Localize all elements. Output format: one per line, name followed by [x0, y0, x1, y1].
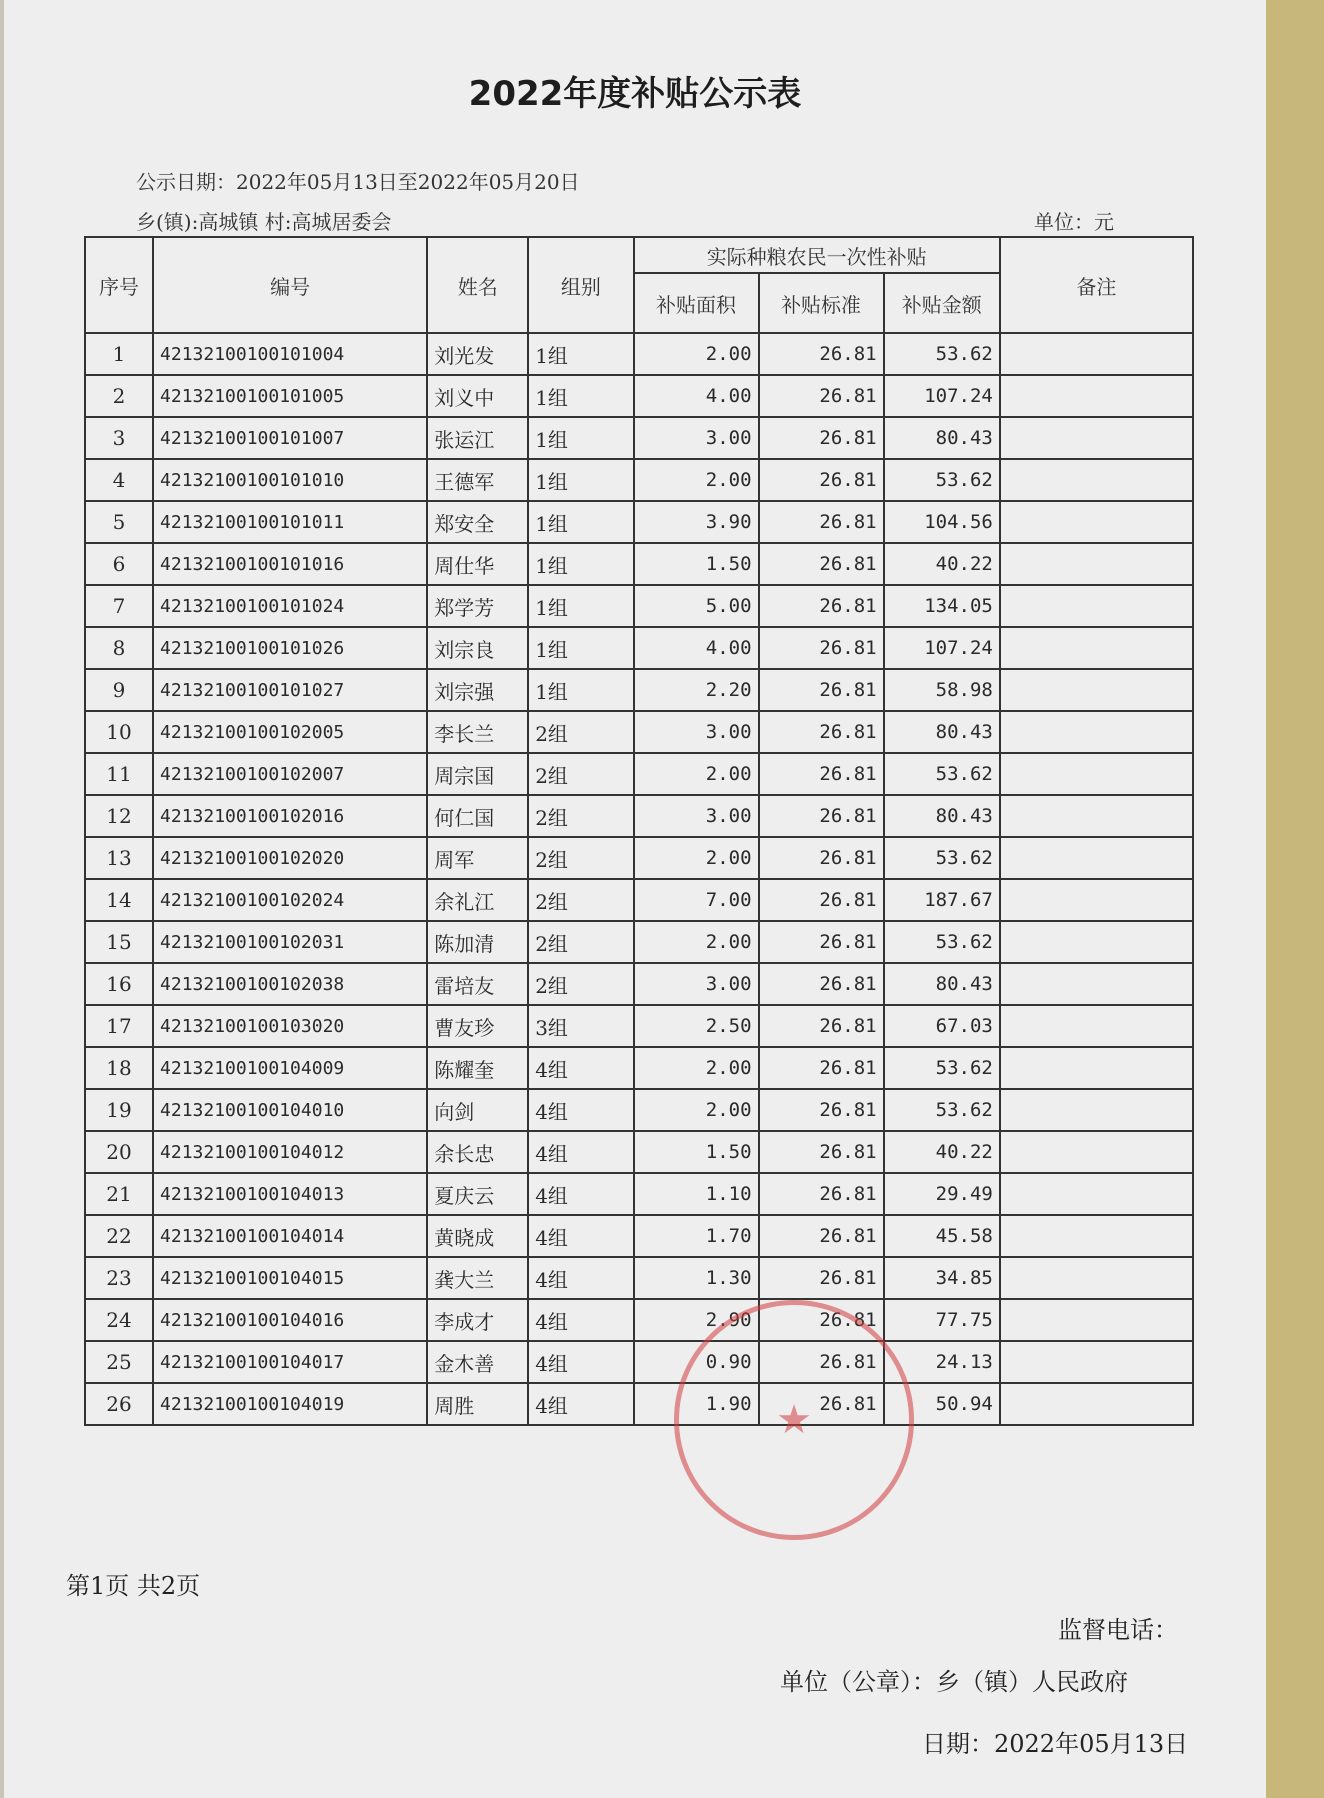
cell-group: 4组 [528, 1383, 633, 1425]
cell-code: 42132100100104014 [153, 1215, 427, 1257]
cell-remark [1000, 459, 1193, 501]
cell-standard: 26.81 [759, 417, 884, 459]
cell-code: 42132100100102005 [153, 711, 427, 753]
cell-group: 4组 [528, 1341, 633, 1383]
cell-remark [1000, 795, 1193, 837]
cell-remark [1000, 501, 1193, 543]
table-row [85, 1341, 1193, 1383]
cell-group: 1组 [528, 375, 633, 417]
cell-seq: 19 [85, 1089, 153, 1131]
cell-code: 42132100100102007 [153, 753, 427, 795]
cell-area: 4.00 [634, 375, 759, 417]
table-row [85, 1005, 1193, 1047]
header-code: 编号 [153, 237, 427, 333]
cell-standard: 26.81 [759, 543, 884, 585]
cell-seq: 21 [85, 1173, 153, 1215]
cell-code: 42132100100104019 [153, 1383, 427, 1425]
cell-seq: 8 [85, 627, 153, 669]
cell-code: 42132100100102031 [153, 921, 427, 963]
cell-area: 1.50 [634, 1131, 759, 1173]
cell-code: 42132100100103020 [153, 1005, 427, 1047]
cell-seq: 9 [85, 669, 153, 711]
cell-code: 42132100100101004 [153, 333, 427, 375]
official-seal: ★ [674, 1300, 914, 1540]
cell-code: 42132100100101005 [153, 375, 427, 417]
cell-group: 1组 [528, 501, 633, 543]
cell-amount: 45.58 [884, 1215, 1000, 1257]
cell-standard: 26.81 [759, 1299, 884, 1341]
cell-code: 42132100100104015 [153, 1257, 427, 1299]
cell-seq: 6 [85, 543, 153, 585]
cell-code: 42132100100102038 [153, 963, 427, 1005]
cell-seq: 25 [85, 1341, 153, 1383]
cell-area: 2.00 [634, 333, 759, 375]
cell-amount: 40.22 [884, 1131, 1000, 1173]
cell-seq: 10 [85, 711, 153, 753]
cell-code: 42132100100104013 [153, 1173, 427, 1215]
cell-group: 4组 [528, 1089, 633, 1131]
cell-remark [1000, 1341, 1193, 1383]
cell-code: 42132100100104012 [153, 1131, 427, 1173]
cell-code: 42132100100102016 [153, 795, 427, 837]
cell-remark [1000, 417, 1193, 459]
cell-standard: 26.81 [759, 963, 884, 1005]
cell-standard: 26.81 [759, 585, 884, 627]
cell-remark [1000, 543, 1193, 585]
unit-label: 单位：元 [1034, 210, 1114, 234]
cell-standard: 26.81 [759, 669, 884, 711]
cell-remark [1000, 1089, 1193, 1131]
table-row [85, 711, 1193, 753]
cell-amount: 40.22 [884, 543, 1000, 585]
cell-standard: 26.81 [759, 753, 884, 795]
cell-name: 龚大兰 [427, 1257, 528, 1299]
cell-code: 42132100100101007 [153, 417, 427, 459]
cell-area: 2.00 [634, 837, 759, 879]
cell-area: 2.00 [634, 921, 759, 963]
cell-name: 曹友珍 [427, 1005, 528, 1047]
cell-standard: 26.81 [759, 711, 884, 753]
cell-seq: 24 [85, 1299, 153, 1341]
table-row [85, 1173, 1193, 1215]
cell-remark [1000, 921, 1193, 963]
cell-remark [1000, 1299, 1193, 1341]
cell-code: 42132100100101016 [153, 543, 427, 585]
cell-seq: 16 [85, 963, 153, 1005]
table-row [85, 669, 1193, 711]
cell-code: 42132100100104017 [153, 1341, 427, 1383]
cell-area: 5.00 [634, 585, 759, 627]
cell-area: 4.00 [634, 627, 759, 669]
cell-seq: 12 [85, 795, 153, 837]
cell-code: 42132100100102024 [153, 879, 427, 921]
cell-amount: 80.43 [884, 711, 1000, 753]
table-row [85, 543, 1193, 585]
header-subsidy-group: 实际种粮农民一次性补贴 [634, 237, 1000, 273]
cell-name: 郑安全 [427, 501, 528, 543]
issuing-unit: 单位（公章）：乡（镇）人民政府 [780, 1668, 1128, 1696]
cell-area: 2.00 [634, 1089, 759, 1131]
cell-remark [1000, 1047, 1193, 1089]
cell-name: 何仁国 [427, 795, 528, 837]
header-standard: 补贴标准 [759, 273, 884, 333]
cell-name: 李长兰 [427, 711, 528, 753]
cell-group: 4组 [528, 1215, 633, 1257]
cell-code: 42132100100101011 [153, 501, 427, 543]
cell-remark [1000, 837, 1193, 879]
cell-group: 2组 [528, 921, 633, 963]
cell-standard: 26.81 [759, 627, 884, 669]
cell-amount: 34.85 [884, 1257, 1000, 1299]
cell-amount: 80.43 [884, 963, 1000, 1005]
cell-area: 1.10 [634, 1173, 759, 1215]
table-body [85, 333, 1193, 1425]
cell-name: 向剑 [427, 1089, 528, 1131]
cell-name: 余长忠 [427, 1131, 528, 1173]
cell-amount: 80.43 [884, 417, 1000, 459]
cell-code: 42132100100101026 [153, 627, 427, 669]
cell-seq: 7 [85, 585, 153, 627]
cell-name: 周军 [427, 837, 528, 879]
cell-remark [1000, 375, 1193, 417]
cell-standard: 26.81 [759, 375, 884, 417]
cell-group: 2组 [528, 711, 633, 753]
supervision-phone: 监督电话： [1058, 1616, 1178, 1644]
cell-name: 王德军 [427, 459, 528, 501]
cell-amount: 29.49 [884, 1173, 1000, 1215]
cell-name: 刘义中 [427, 375, 528, 417]
cell-group: 4组 [528, 1131, 633, 1173]
cell-group: 1组 [528, 333, 633, 375]
cell-seq: 26 [85, 1383, 153, 1425]
cell-name: 陈耀奎 [427, 1047, 528, 1089]
cell-seq: 11 [85, 753, 153, 795]
cell-standard: 26.81 [759, 333, 884, 375]
cell-amount: 53.62 [884, 837, 1000, 879]
table-row [85, 921, 1193, 963]
cell-name: 李成才 [427, 1299, 528, 1341]
cell-group: 2组 [528, 963, 633, 1005]
cell-standard: 26.81 [759, 921, 884, 963]
cell-code: 42132100100104009 [153, 1047, 427, 1089]
cell-seq: 22 [85, 1215, 153, 1257]
cell-group: 1组 [528, 585, 633, 627]
subsidy-table-wrapper [84, 236, 1194, 1426]
cell-amount: 67.03 [884, 1005, 1000, 1047]
table-row [85, 1089, 1193, 1131]
cell-group: 4组 [528, 1299, 633, 1341]
table-row [85, 963, 1193, 1005]
table-row [85, 1047, 1193, 1089]
cell-seq: 20 [85, 1131, 153, 1173]
cell-standard: 26.81 [759, 1257, 884, 1299]
cell-seq: 17 [85, 1005, 153, 1047]
cell-amount: 53.62 [884, 1089, 1000, 1131]
cell-code: 42132100100101027 [153, 669, 427, 711]
location-line: 乡(镇):高城镇 村:高城居委会 [136, 210, 392, 234]
cell-standard: 26.81 [759, 501, 884, 543]
cell-remark [1000, 963, 1193, 1005]
cell-name: 郑学芳 [427, 585, 528, 627]
table-row [85, 753, 1193, 795]
cell-standard: 26.81 [759, 1131, 884, 1173]
cell-code: 42132100100102020 [153, 837, 427, 879]
cell-code: 42132100100104016 [153, 1299, 427, 1341]
cell-name: 周胜 [427, 1383, 528, 1425]
table-header-row-1 [85, 237, 1193, 273]
cell-standard: 26.81 [759, 459, 884, 501]
cell-area: 2.00 [634, 1047, 759, 1089]
cell-seq: 15 [85, 921, 153, 963]
cell-remark [1000, 1005, 1193, 1047]
cell-group: 2组 [528, 753, 633, 795]
cell-amount: 58.98 [884, 669, 1000, 711]
cell-group: 2组 [528, 795, 633, 837]
cell-seq: 13 [85, 837, 153, 879]
cell-remark [1000, 1257, 1193, 1299]
cell-name: 夏庆云 [427, 1173, 528, 1215]
cell-area: 1.50 [634, 543, 759, 585]
cell-name: 刘宗强 [427, 669, 528, 711]
cell-amount: 53.62 [884, 921, 1000, 963]
cell-name: 雷培友 [427, 963, 528, 1005]
header-amount: 补贴金额 [884, 273, 1000, 333]
cell-seq: 3 [85, 417, 153, 459]
cell-seq: 4 [85, 459, 153, 501]
cell-remark [1000, 711, 1193, 753]
cell-remark [1000, 1383, 1193, 1425]
cell-code: 42132100100104010 [153, 1089, 427, 1131]
cell-area: 2.20 [634, 669, 759, 711]
cell-area: 1.70 [634, 1215, 759, 1257]
cell-amount: 53.62 [884, 333, 1000, 375]
cell-remark [1000, 585, 1193, 627]
cell-remark [1000, 1215, 1193, 1257]
cell-area: 3.00 [634, 795, 759, 837]
cell-remark [1000, 753, 1193, 795]
table-row [85, 795, 1193, 837]
page-indicator: 第1页 共2页 [66, 1572, 201, 1600]
cell-group: 1组 [528, 417, 633, 459]
cell-standard: 26.81 [759, 1089, 884, 1131]
cell-name: 黄晓成 [427, 1215, 528, 1257]
table-row [85, 501, 1193, 543]
cell-name: 金木善 [427, 1341, 528, 1383]
table-row [85, 1131, 1193, 1173]
table-row [85, 333, 1193, 375]
cell-standard: 26.81 [759, 1383, 884, 1425]
cell-standard: 26.81 [759, 879, 884, 921]
cell-area: 2.50 [634, 1005, 759, 1047]
cell-area: 2.00 [634, 753, 759, 795]
table-row [85, 837, 1193, 879]
header-name: 姓名 [427, 237, 528, 333]
cell-code: 42132100100101024 [153, 585, 427, 627]
cell-seq: 1 [85, 333, 153, 375]
cell-standard: 26.81 [759, 1173, 884, 1215]
cell-group: 1组 [528, 669, 633, 711]
cell-name: 陈加清 [427, 921, 528, 963]
header-remark: 备注 [1000, 237, 1193, 333]
cell-name: 刘光发 [427, 333, 528, 375]
table-row [85, 459, 1193, 501]
cell-remark [1000, 879, 1193, 921]
cell-seq: 2 [85, 375, 153, 417]
cell-area: 7.00 [634, 879, 759, 921]
cell-code: 42132100100101010 [153, 459, 427, 501]
header-group: 组别 [528, 237, 633, 333]
cell-area: 3.00 [634, 963, 759, 1005]
subsidy-table [84, 236, 1194, 1426]
cell-group: 4组 [528, 1173, 633, 1215]
cell-group: 4组 [528, 1047, 633, 1089]
paper-sheet [4, 0, 1266, 1798]
table-row [85, 375, 1193, 417]
cell-remark [1000, 333, 1193, 375]
cell-amount: 107.24 [884, 627, 1000, 669]
cell-area: 0.90 [634, 1341, 759, 1383]
cell-amount: 53.62 [884, 1047, 1000, 1089]
cell-area: 1.30 [634, 1257, 759, 1299]
cell-amount: 53.62 [884, 753, 1000, 795]
cell-group: 3组 [528, 1005, 633, 1047]
cell-remark [1000, 1173, 1193, 1215]
cell-amount: 77.75 [884, 1299, 1000, 1341]
issue-date: 日期：2022年05月13日 [922, 1730, 1189, 1758]
cell-standard: 26.81 [759, 837, 884, 879]
cell-remark [1000, 1131, 1193, 1173]
header-seq: 序号 [85, 237, 153, 333]
cell-area: 3.00 [634, 711, 759, 753]
cell-area: 3.90 [634, 501, 759, 543]
table-row [85, 1215, 1193, 1257]
cell-area: 1.90 [634, 1383, 759, 1425]
cell-standard: 26.81 [759, 1341, 884, 1383]
cell-amount: 50.94 [884, 1383, 1000, 1425]
cell-name: 刘宗良 [427, 627, 528, 669]
cell-amount: 24.13 [884, 1341, 1000, 1383]
cell-group: 2组 [528, 837, 633, 879]
cell-group: 2组 [528, 879, 633, 921]
publicity-date: 公示日期：2022年05月13日至2022年05月20日 [136, 170, 580, 194]
cell-standard: 26.81 [759, 795, 884, 837]
cell-name: 周宗国 [427, 753, 528, 795]
table-row [85, 585, 1193, 627]
cell-group: 1组 [528, 543, 633, 585]
cell-name: 周仕华 [427, 543, 528, 585]
table-row [85, 1257, 1193, 1299]
cell-remark [1000, 669, 1193, 711]
table-row [85, 1299, 1193, 1341]
header-area: 补贴面积 [634, 273, 759, 333]
cell-group: 4组 [528, 1257, 633, 1299]
cell-remark [1000, 627, 1193, 669]
cell-amount: 80.43 [884, 795, 1000, 837]
cell-group: 1组 [528, 627, 633, 669]
cell-amount: 187.67 [884, 879, 1000, 921]
table-row [85, 1383, 1193, 1425]
table-row [85, 879, 1193, 921]
cell-seq: 18 [85, 1047, 153, 1089]
cell-amount: 104.56 [884, 501, 1000, 543]
document-title: 2022年度补贴公示表 [468, 74, 802, 114]
cell-amount: 53.62 [884, 459, 1000, 501]
cell-area: 2.00 [634, 459, 759, 501]
table-row [85, 417, 1193, 459]
cell-amount: 107.24 [884, 375, 1000, 417]
cell-seq: 5 [85, 501, 153, 543]
cell-amount: 134.05 [884, 585, 1000, 627]
cell-area: 2.90 [634, 1299, 759, 1341]
cell-seq: 14 [85, 879, 153, 921]
cell-standard: 26.81 [759, 1215, 884, 1257]
cell-name: 张运江 [427, 417, 528, 459]
cell-standard: 26.81 [759, 1047, 884, 1089]
cell-area: 3.00 [634, 417, 759, 459]
cell-group: 1组 [528, 459, 633, 501]
table-row [85, 627, 1193, 669]
cell-standard: 26.81 [759, 1005, 884, 1047]
cell-seq: 23 [85, 1257, 153, 1299]
background-edge [1266, 0, 1324, 1798]
cell-name: 余礼江 [427, 879, 528, 921]
